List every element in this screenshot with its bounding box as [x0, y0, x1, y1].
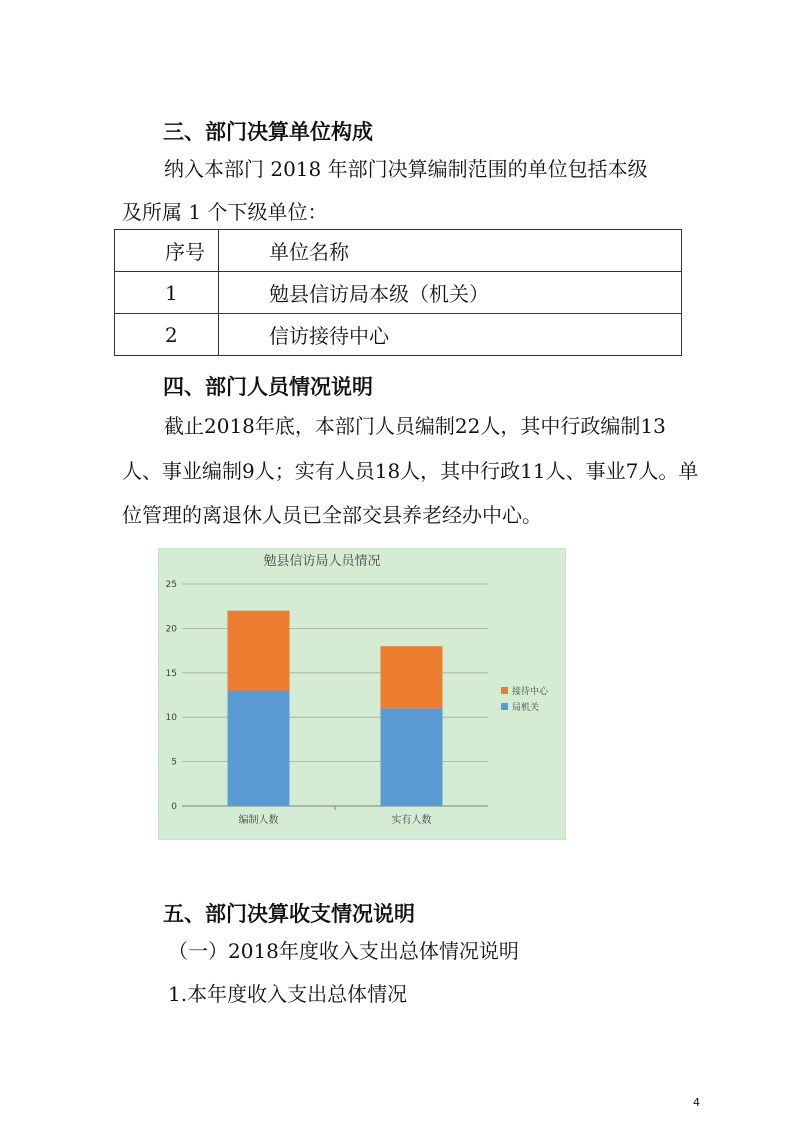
section5-subheading2: 1.本年度收入支出总体情况	[168, 982, 408, 1006]
row-seq: 1	[115, 272, 219, 314]
row-unit-name: 信访接待中心	[219, 314, 682, 356]
table-row	[115, 314, 682, 356]
unit-table	[114, 229, 682, 356]
y-tick-label: 15	[165, 668, 177, 679]
bar-segment	[381, 646, 443, 708]
y-tick-label: 10	[165, 713, 177, 724]
staff-chart	[158, 548, 566, 840]
section4-paragraph-line1: 截止2018年底，本部门人员编制22人，其中行政编制13	[164, 414, 666, 438]
chart-title: 勉县信访局人员情况	[263, 554, 381, 569]
section3-heading: 三、部门决算单位构成	[163, 120, 373, 144]
bar-segment	[228, 691, 290, 806]
section4-paragraph-line2: 人、事业编制9人；实有人员18人，其中行政11人、事业7人。单	[122, 459, 699, 483]
header-seq: 序号	[115, 230, 219, 272]
section5-heading: 五、部门决算收支情况说明	[163, 902, 415, 926]
section5-subheading1: （一）2018年度收入支出总体情况说明	[168, 939, 519, 963]
section3-paragraph-line1: 纳入本部门 2018 年部门决算编制范围的单位包括本级	[164, 157, 648, 181]
header-unit-name: 单位名称	[219, 230, 682, 272]
legend-swatch	[501, 687, 508, 694]
row-unit-name: 勉县信访局本级（机关）	[219, 272, 682, 314]
y-tick-label: 5	[171, 757, 177, 768]
y-tick-label: 0	[171, 802, 177, 812]
legend-swatch	[501, 703, 508, 710]
section4-paragraph-line3: 位管理的离退休人员已全部交县养老经办中心。	[122, 503, 542, 527]
bar-segment	[381, 708, 443, 806]
page-number: 4	[693, 1096, 700, 1109]
section3-paragraph-line2: 及所属 1 个下级单位：	[122, 200, 328, 224]
legend-label: 局机关	[512, 703, 540, 713]
x-tick-label: 编制人数	[238, 815, 279, 826]
table-header-row	[115, 230, 682, 272]
y-tick-label: 20	[165, 624, 177, 635]
bar-segment	[228, 611, 290, 691]
table-row	[115, 272, 682, 314]
section4-heading: 四、部门人员情况说明	[163, 375, 373, 399]
y-tick-label: 25	[165, 580, 177, 590]
legend-label: 接待中心	[512, 687, 549, 697]
row-seq: 2	[115, 314, 219, 356]
x-tick-label: 实有人数	[391, 815, 432, 826]
